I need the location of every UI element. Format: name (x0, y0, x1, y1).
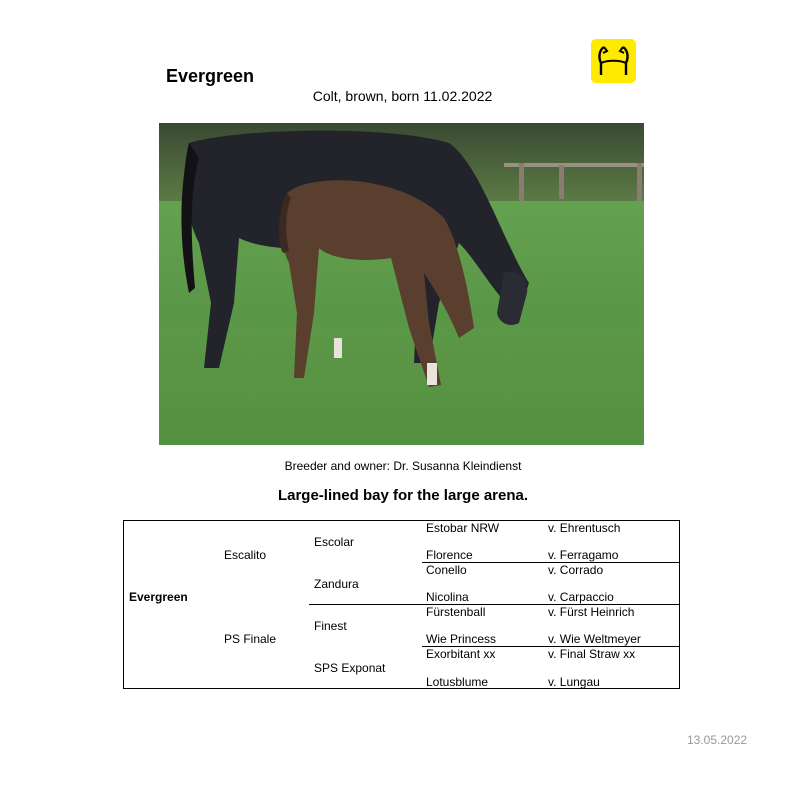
pedigree-great-grandparent-sire: v. Lungau (548, 675, 600, 689)
pedigree-dam: PS Finale (224, 632, 277, 646)
pedigree-great-grandparent: Wie Princess (426, 632, 497, 646)
pedigree-great-grandparent: Lotusblume (426, 675, 489, 689)
pedigree-great-grandparent: Nicolina (426, 590, 469, 604)
pedigree-great-grandparent: Estobar NRW (426, 521, 500, 535)
pedigree-great-grandparent-sire: v. Carpaccio (548, 590, 614, 604)
horse-description: Colt, brown, born 11.02.2022 (312, 88, 493, 104)
horse-heads-logo-icon (591, 39, 636, 83)
pedigree-great-grandparent-sire: v. Fürst Heinrich (548, 605, 635, 619)
footer-date: 13.05.2022 (687, 733, 748, 747)
pedigree-great-grandparent-sire: v. Ehrentusch (548, 521, 621, 535)
pedigree-sire: Escalito (224, 548, 267, 562)
pedigree-great-grandparent-sire: v. Ferragamo (548, 548, 619, 562)
pedigree-grandparent: Finest (314, 619, 347, 633)
pedigree-great-grandparent-sire: v. Final Straw xx (548, 647, 636, 661)
pedigree-great-grandparent: Conello (426, 563, 467, 577)
pedigree-grandparent: Escolar (314, 535, 355, 549)
pedigree-table (123, 520, 680, 689)
pedigree-grandparent: Zandura (314, 577, 359, 591)
mare-and-foal-grazing-photo (159, 123, 644, 445)
horse-name-title: Evergreen (166, 66, 255, 86)
pedigree-great-grandparent-sire: v. Corrado (548, 563, 604, 577)
pedigree-great-grandparent: Florence (426, 548, 473, 562)
pedigree-horse: Evergreen (129, 590, 188, 604)
breeder-and-owner-line: Breeder and owner: Dr. Susanna Kleindienst (284, 459, 522, 473)
pedigree-great-grandparent: Fürstenball (426, 605, 486, 619)
pedigree-great-grandparent: Exorbitant xx (426, 647, 496, 661)
pedigree-great-grandparent-sire: v. Wie Weltmeyer (548, 632, 641, 646)
slogan: Large-lined bay for the large arena. (277, 487, 529, 504)
pedigree-grandparent: SPS Exponat (314, 661, 386, 675)
